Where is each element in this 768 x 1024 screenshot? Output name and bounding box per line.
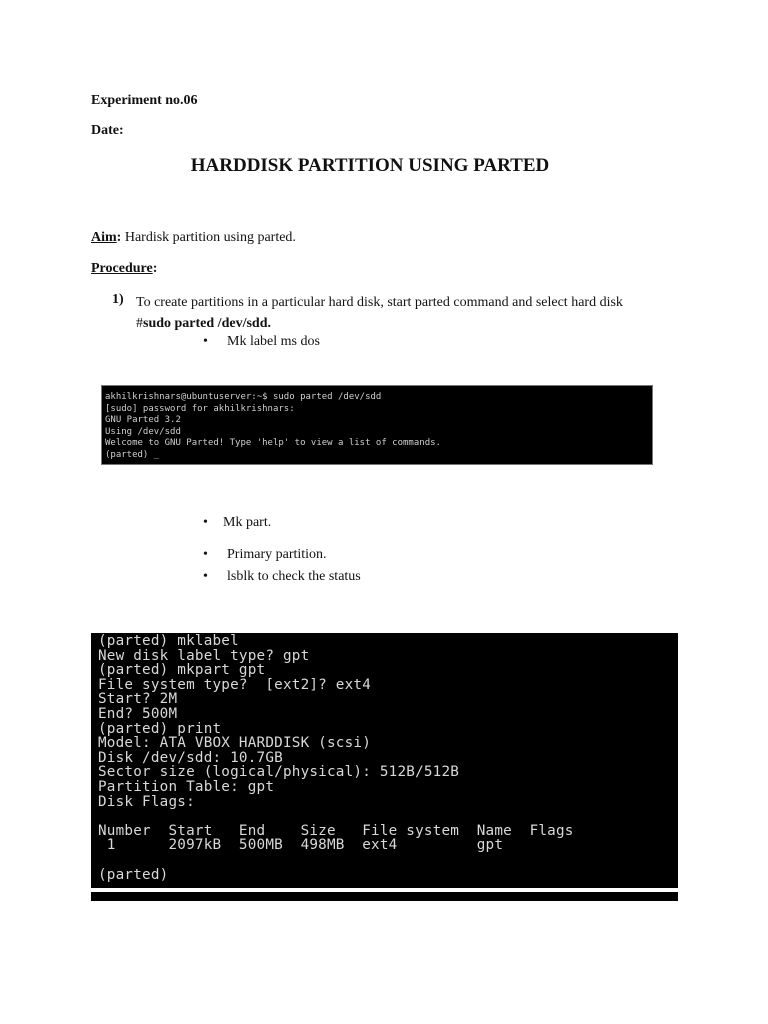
terminal-screenshot-1 — [101, 385, 653, 465]
terminal-line: Disk /dev/sdd: 10.7GB — [98, 749, 283, 766]
terminal-line: (parted) _ — [105, 449, 160, 460]
step-1-number: 1) — [112, 292, 124, 307]
aim-colon: : — [116, 230, 122, 245]
terminal-line: (parted) mkpart gpt — [98, 662, 266, 679]
terminal-line: Disk Flags: — [98, 793, 195, 810]
aim-label: Aim — [91, 230, 117, 245]
procedure-colon: : — [152, 261, 158, 276]
list-item — [203, 334, 320, 350]
aim-section — [91, 230, 296, 246]
procedure-label: Procedure — [91, 261, 153, 276]
terminal-line: (parted) print — [98, 720, 222, 737]
list-item — [203, 547, 327, 563]
step-1-command: sudo parted /dev/sdd. — [143, 316, 271, 331]
bullet-icon: • — [203, 547, 208, 562]
bullet-text: Mk label ms dos — [227, 334, 320, 349]
procedure-heading — [91, 261, 157, 277]
terminal-line: Model: ATA VBOX HARDDISK (scsi) — [98, 735, 372, 752]
terminal-line: Partition Table: gpt — [98, 778, 275, 795]
experiment-number: Experiment no.06 — [91, 93, 198, 108]
terminal-line: Start? 2M — [98, 691, 178, 708]
date-label: Date: — [91, 123, 124, 138]
bullet-icon: • — [203, 569, 208, 584]
step-1-text — [136, 292, 696, 334]
step-1-hash: # — [136, 316, 143, 331]
terminal-line — [98, 809, 671, 824]
terminal-line: Sector size (logical/physical): 512B/512B — [98, 764, 460, 781]
terminal-line: [sudo] password for akhilkrishnars: — [105, 403, 295, 414]
divider-bar — [91, 892, 678, 901]
terminal-line: Using /dev/sdd — [105, 426, 181, 437]
terminal-line: (parted) mklabel — [98, 633, 239, 649]
terminal-line: Welcome to GNU Parted! Type 'help' to view a list of commands. — [105, 438, 441, 448]
terminal-line: 1 2097kB 500MB 498MB ext4 gpt — [98, 837, 504, 854]
terminal-line: GNU Parted 3.2 — [105, 415, 181, 425]
terminal-line: Number Start End Size File system Name Flags — [98, 822, 574, 839]
bullet-icon: • — [203, 334, 208, 349]
bullet-icon: • — [203, 515, 208, 530]
terminal-line: (parted) — [98, 866, 169, 883]
list-item — [203, 515, 271, 531]
terminal-screenshot-2 — [91, 633, 678, 888]
page-title: HARDDISK PARTITION USING PARTED — [190, 155, 550, 176]
bullet-text: Primary partition. — [227, 547, 327, 562]
bullet-text: lsblk to check the status — [227, 569, 361, 584]
list-item — [203, 569, 361, 585]
step-1-description: To create partitions in a particular hard disk, start parted command and select hard disk — [136, 295, 623, 310]
terminal-line: End? 500M — [98, 705, 178, 722]
terminal-line: New disk label type? gpt — [98, 647, 310, 664]
terminal-line: File system type? [ext2]? ext4 — [98, 676, 372, 693]
terminal-line — [98, 853, 671, 868]
aim-text: Hardisk partition using parted. — [121, 230, 296, 245]
bullet-text: Mk part. — [223, 515, 272, 530]
terminal-line: akhilkrishnars@ubuntuserver:~$ sudo parted /dev/sdd — [105, 392, 382, 402]
